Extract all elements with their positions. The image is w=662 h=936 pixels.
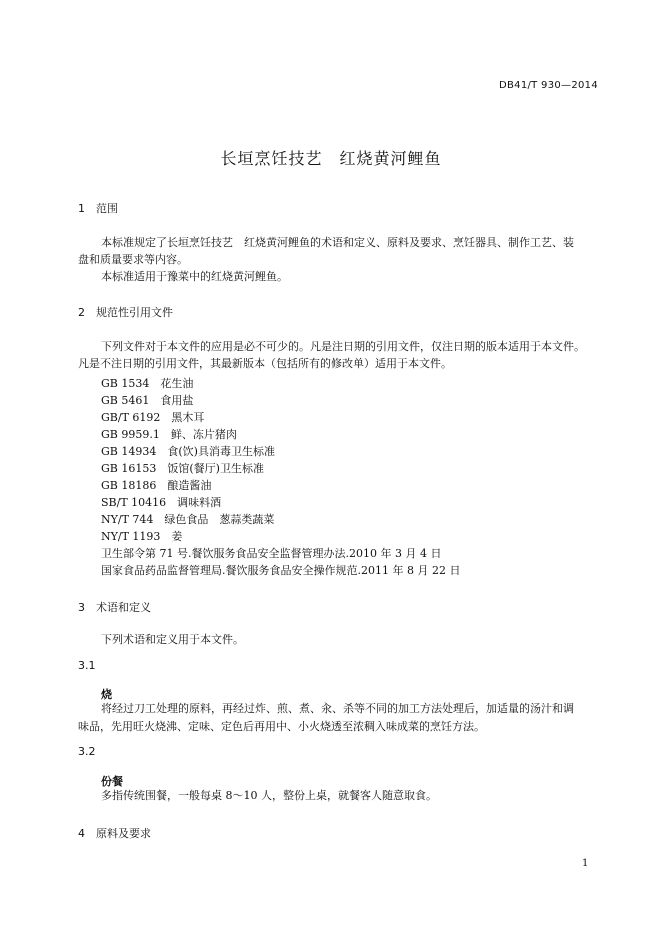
standard-code: DB41/T 930—2014 [499,80,598,91]
term-definition-cont: 味品，先用旺火烧沸、定味、定色后再用中、小火烧透至浓稠入味成菜的烹饪方法。 [78,720,485,733]
section-1-heading [78,200,118,216]
reference-item [101,477,211,493]
section-4-heading [78,825,151,841]
reference-code: SB/T 10416 [101,496,167,509]
section-2-intro: 下列文件对于本文件的应用是必不可少的。凡是注日期的引用文件，仅注日期的版本适用于本文件。 [101,340,585,353]
reference-title: 绿色食品 葱蒜类蔬菜 [164,513,275,526]
reference-title: 姜 [171,530,183,543]
section-1-paragraph-2: 本标准适用于豫菜中的红烧黄河鲤鱼。 [101,270,288,283]
reference-item [101,375,193,391]
reference-item [101,494,221,510]
reference-item: 国家食品药品监督管理局.餐饮服务食品安全操作规范.2011 年 8 月 22 日 [101,564,461,577]
reference-item [101,528,182,544]
reference-title: 食用盐 [160,394,194,407]
reference-code: GB 16153 [101,462,157,475]
page-title: 长垣烹饪技艺 红烧黄河鲤鱼 [220,149,442,168]
reference-title: 食(饮)具消毒卫生标准 [167,445,275,458]
reference-item: 卫生部令第 71 号.餐饮服务食品安全监督管理办法.2010 年 3 月 4 日 [101,547,442,560]
reference-item [101,460,264,476]
reference-title: 饭馆(餐厅)卫生标准 [167,462,264,475]
section-2-heading [78,304,173,320]
reference-item [101,511,274,527]
term-number: 3.2 [78,745,96,758]
reference-item [101,392,193,408]
section-number: 1 [78,202,85,215]
term-name: 烧 [101,688,112,701]
reference-title: 黑木耳 [171,411,205,424]
reference-code: NY/T 1193 [101,530,161,543]
reference-title: 酿造酱油 [167,479,212,492]
reference-code: GB/T 6192 [101,411,161,424]
reference-title: 鲜、冻片猪肉 [170,428,237,441]
term-definition: 多指传统围餐，一般每桌 8～10 人，整份上桌，就餐客人随意取食。 [101,789,437,802]
term-definition: 将经过刀工处理的原料，再经过炸、煎、煮、汆、杀等不同的加工方法处理后，加适量的汤汁和调 [101,702,574,715]
reference-code: GB 5461 [101,394,150,407]
reference-item [101,426,237,442]
term-number: 3.1 [78,659,96,672]
reference-title: 调味料酒 [177,496,222,509]
section-title: 范围 [96,202,118,215]
section-number: 2 [78,306,85,319]
page-number: 1 [582,858,589,869]
section-3-heading [78,599,151,615]
reference-title: 花生油 [160,377,194,390]
section-title: 规范性引用文件 [96,306,173,319]
section-3-intro: 下列术语和定义用于本文件。 [101,633,244,646]
section-number: 3 [78,601,85,614]
reference-code: GB 1534 [101,377,150,390]
section-title: 术语和定义 [96,601,151,614]
reference-item [101,409,204,425]
term-name: 份餐 [101,775,123,788]
reference-code: NY/T 744 [101,513,154,526]
reference-code: GB 9959.1 [101,428,160,441]
reference-item [101,443,275,459]
reference-code: GB 14934 [101,445,157,458]
section-2-intro-cont: 凡是不注日期的引用文件，其最新版本（包括所有的修改单）适用于本文件。 [78,357,452,370]
section-1-paragraph-cont: 盘和质量要求等内容。 [78,253,188,266]
section-number: 4 [78,827,85,840]
section-title: 原料及要求 [96,827,151,840]
reference-code: GB 18186 [101,479,157,492]
section-1-paragraph: 本标准规定了长垣烹饪技艺 红烧黄河鲤鱼的术语和定义、原料及要求、烹饪器具、制作工艺、装 [101,236,574,249]
